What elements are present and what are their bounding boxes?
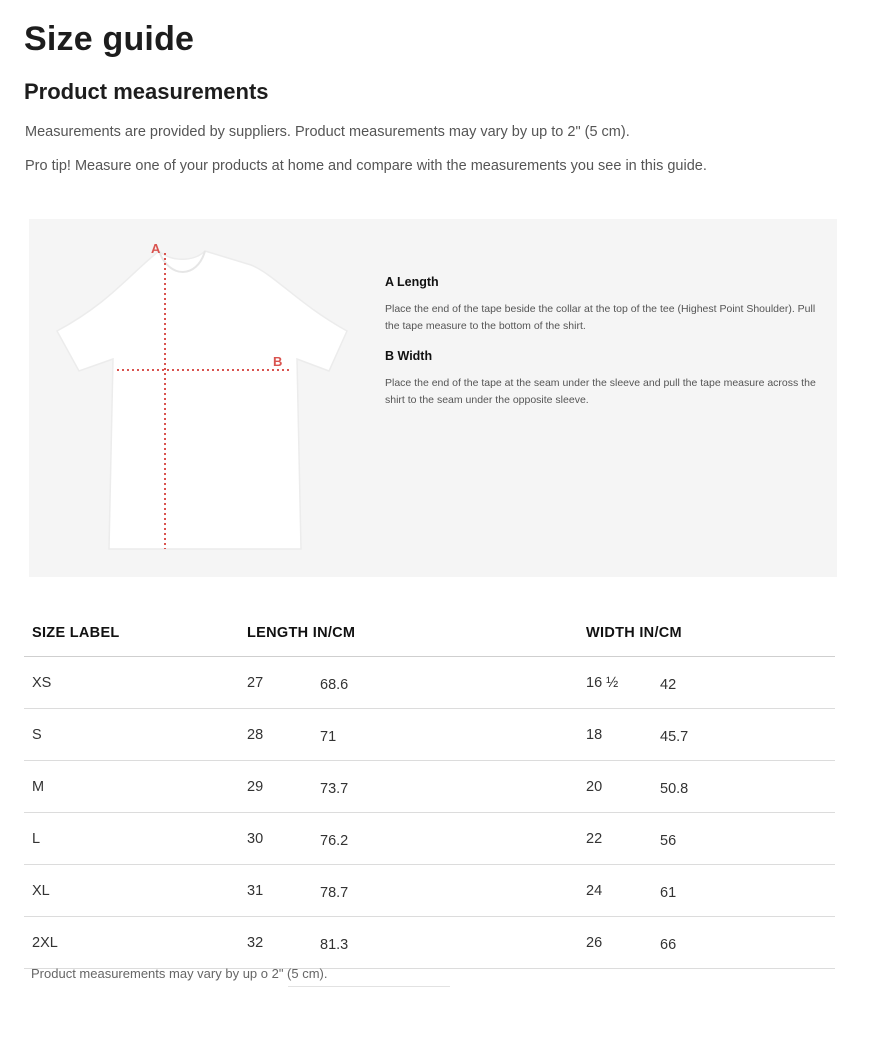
table-row	[24, 709, 835, 761]
length-description	[385, 275, 825, 335]
size-cell: XS	[24, 657, 247, 709]
width-in-cell: 18	[586, 709, 660, 761]
table-row	[24, 761, 835, 813]
table-row	[24, 813, 835, 865]
measurement-figure	[29, 219, 837, 577]
width-in-cell: 24	[586, 865, 660, 917]
page-title: Size guide	[24, 20, 195, 58]
size-cell: XL	[24, 865, 247, 917]
width-cm-cell: 56	[660, 813, 835, 865]
table-row	[24, 865, 835, 917]
width-description	[385, 349, 825, 409]
footer-note: Product measurements may vary by up o 2" (5 cm).	[31, 966, 328, 981]
footer-divider	[288, 986, 450, 987]
length-in-cell: 27	[247, 657, 320, 709]
size-cell: S	[24, 709, 247, 761]
length-in-cell: 29	[247, 761, 320, 813]
table-header-row	[24, 610, 835, 657]
width-in-cell: 16 ½	[586, 657, 660, 709]
length-cm-cell: 81.3	[320, 917, 586, 969]
width-in-cell: 22	[586, 813, 660, 865]
length-text: Place the end of the tape beside the collar at the top of the tee (Highest Point Shoulder). Pull the tape measure to the bottom of the shirt.	[385, 303, 816, 332]
pro-tip-note: Pro tip! Measure one of your products at home and compare with the measurements you see in this guide.	[25, 158, 707, 174]
width-cm-cell: 45.7	[660, 709, 835, 761]
width-in-cell: 26	[586, 917, 660, 969]
length-cm-cell: 73.7	[320, 761, 586, 813]
length-cm-cell: 78.7	[320, 865, 586, 917]
length-title: A Length	[385, 275, 439, 289]
table-row	[24, 657, 835, 709]
width-title: B Width	[385, 349, 433, 363]
header-width: WIDTH IN/CM	[586, 610, 835, 657]
header-length: LENGTH IN/CM	[247, 610, 586, 657]
length-in-cell: 31	[247, 865, 320, 917]
length-cm-cell: 76.2	[320, 813, 586, 865]
size-cell: M	[24, 761, 247, 813]
length-in-cell: 32	[247, 917, 320, 969]
length-cm-cell: 71	[320, 709, 586, 761]
size-cell: 2XL	[24, 917, 247, 969]
marker-a: A	[151, 241, 161, 256]
tshirt-illustration	[29, 219, 369, 577]
header-size-label: SIZE LABEL	[24, 610, 247, 657]
table-row	[24, 917, 835, 969]
width-cm-cell: 61	[660, 865, 835, 917]
measurement-note: Measurements are provided by suppliers. Product measurements may vary by up to 2" (5 cm).	[25, 124, 630, 140]
width-in-cell: 20	[586, 761, 660, 813]
size-table	[24, 610, 835, 969]
width-cm-cell: 66	[660, 917, 835, 969]
width-text: Place the end of the tape at the seam under the sleeve and pull the tape measure across the shirt to the seam under the opposite sleeve.	[385, 377, 816, 406]
section-title: Product measurements	[24, 79, 269, 104]
length-in-cell: 30	[247, 813, 320, 865]
width-cm-cell: 50.8	[660, 761, 835, 813]
tshirt-shape	[57, 251, 347, 549]
length-cm-cell: 68.6	[320, 657, 586, 709]
size-cell: L	[24, 813, 247, 865]
length-in-cell: 28	[247, 709, 320, 761]
marker-b: B	[273, 354, 283, 369]
width-cm-cell: 42	[660, 657, 835, 709]
